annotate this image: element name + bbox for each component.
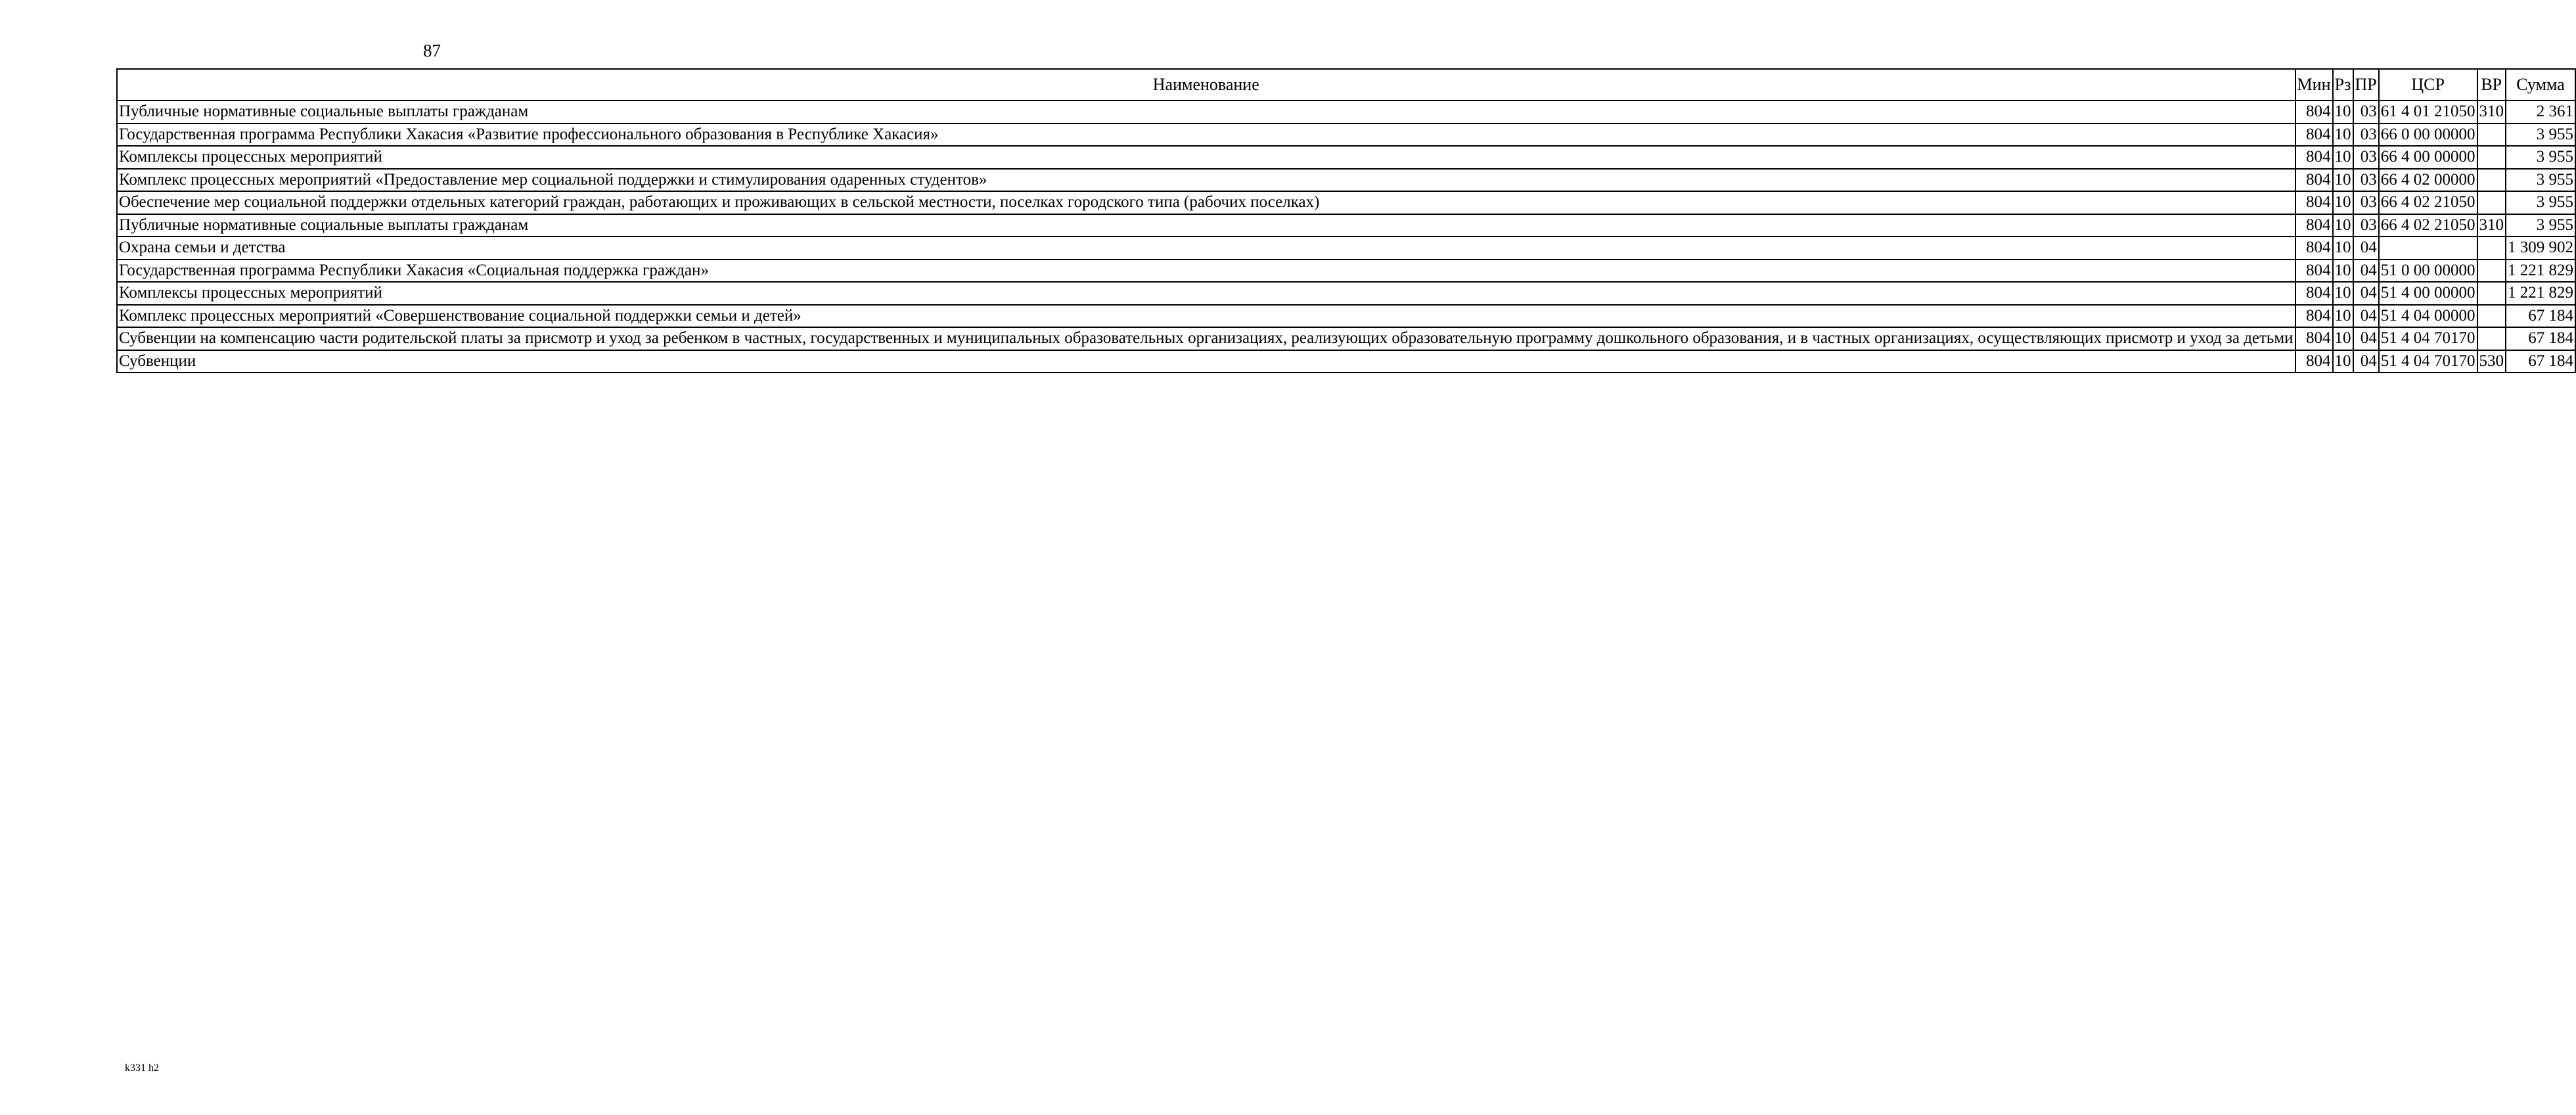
cell-sum: 2 361	[2506, 101, 2575, 124]
cell-name: Охрана семьи и детства	[117, 237, 2295, 260]
cell-csr: 51 4 04 70170	[2379, 350, 2477, 373]
table-row	[117, 350, 2575, 373]
cell-pr: 04	[2353, 350, 2379, 373]
table-row	[117, 237, 2575, 260]
cell-pr: 03	[2353, 214, 2379, 237]
cell-csr: 66 0 00 00000	[2379, 124, 2477, 147]
cell-sum: 1 221 829	[2506, 282, 2575, 305]
table-body	[117, 101, 2575, 373]
cell-csr	[2379, 237, 2477, 260]
cell-name: Комплекс процессных мероприятий «Предоставление мер социальной поддержки и стимулирования одаренных студентов»	[117, 169, 2295, 192]
cell-pr: 04	[2353, 327, 2379, 350]
header-sum: Сумма	[2506, 69, 2575, 101]
cell-sum: 1 309 902	[2506, 237, 2575, 260]
cell-min: 804	[2295, 101, 2333, 124]
header-name: Наименование	[117, 69, 2295, 101]
table-row	[117, 124, 2575, 147]
cell-pr: 03	[2353, 191, 2379, 214]
cell-csr: 66 4 02 21050	[2379, 191, 2477, 214]
cell-sum: 67 184	[2506, 327, 2575, 350]
cell-vr	[2477, 124, 2506, 147]
cell-sum: 3 955	[2506, 191, 2575, 214]
table-row	[117, 101, 2575, 124]
table-row	[117, 214, 2575, 237]
cell-name: Субвенции на компенсацию части родительской платы за присмотр и уход за ребенком в частных, государственных и муниципальных образовательных организациях, реализующих образовательную программу дошкольного образования, и в частных организациях, осуществляющих присмотр и уход за детьми	[117, 327, 2295, 350]
header-min: Мин	[2295, 69, 2333, 101]
cell-min: 804	[2295, 350, 2333, 373]
cell-pr: 03	[2353, 169, 2379, 192]
cell-rz: 10	[2333, 305, 2353, 328]
cell-vr	[2477, 260, 2506, 283]
cell-min: 804	[2295, 260, 2333, 283]
cell-csr: 66 4 00 00000	[2379, 146, 2477, 169]
cell-name: Публичные нормативные социальные выплаты гражданам	[117, 101, 2295, 124]
cell-csr: 51 4 04 00000	[2379, 305, 2477, 328]
cell-min: 804	[2295, 237, 2333, 260]
cell-sum: 67 184	[2506, 305, 2575, 328]
cell-rz: 10	[2333, 282, 2353, 305]
page-number: 87	[423, 41, 441, 60]
cell-pr: 04	[2353, 237, 2379, 260]
cell-rz: 10	[2333, 260, 2353, 283]
cell-min: 804	[2295, 146, 2333, 169]
cell-pr: 04	[2353, 282, 2379, 305]
cell-min: 804	[2295, 214, 2333, 237]
table-row	[117, 282, 2575, 305]
cell-rz: 10	[2333, 191, 2353, 214]
cell-vr: 310	[2477, 214, 2506, 237]
cell-sum: 3 955	[2506, 169, 2575, 192]
cell-min: 804	[2295, 327, 2333, 350]
cell-min: 804	[2295, 124, 2333, 147]
cell-vr	[2477, 146, 2506, 169]
cell-min: 804	[2295, 191, 2333, 214]
cell-sum: 3 955	[2506, 146, 2575, 169]
cell-csr: 66 4 02 21050	[2379, 214, 2477, 237]
header-rz: Рз	[2333, 69, 2353, 101]
cell-vr: 310	[2477, 101, 2506, 124]
cell-pr: 04	[2353, 260, 2379, 283]
cell-rz: 10	[2333, 237, 2353, 260]
cell-csr: 61 4 01 21050	[2379, 101, 2477, 124]
cell-csr: 51 0 00 00000	[2379, 260, 2477, 283]
table-row	[117, 327, 2575, 350]
cell-rz: 10	[2333, 327, 2353, 350]
table-row	[117, 146, 2575, 169]
cell-vr: 530	[2477, 350, 2506, 373]
cell-sum: 1 221 829	[2506, 260, 2575, 283]
cell-rz: 10	[2333, 101, 2353, 124]
cell-rz: 10	[2333, 146, 2353, 169]
cell-vr	[2477, 169, 2506, 192]
table-header-row	[117, 69, 2575, 101]
cell-name: Комплексы процессных мероприятий	[117, 282, 2295, 305]
cell-csr: 51 4 04 70170	[2379, 327, 2477, 350]
cell-pr: 03	[2353, 101, 2379, 124]
header-csr: ЦСР	[2379, 69, 2477, 101]
cell-pr: 03	[2353, 124, 2379, 147]
cell-pr: 03	[2353, 146, 2379, 169]
cell-sum: 67 184	[2506, 350, 2575, 373]
cell-name: Обеспечение мер социальной поддержки отдельных категорий граждан, работающих и проживающих в сельской местности, поселках городского типа (рабочих поселках)	[117, 191, 2295, 214]
budget-table	[116, 68, 2576, 373]
cell-rz: 10	[2333, 214, 2353, 237]
header-vr: ВР	[2477, 69, 2506, 101]
cell-sum: 3 955	[2506, 214, 2575, 237]
cell-min: 804	[2295, 305, 2333, 328]
table-row	[117, 305, 2575, 328]
table-row	[117, 260, 2575, 283]
cell-name: Комплексы процессных мероприятий	[117, 146, 2295, 169]
cell-name: Государственная программа Республики Хакасия «Развитие профессионального образования в Республике Хакасия»	[117, 124, 2295, 147]
cell-csr: 66 4 02 00000	[2379, 169, 2477, 192]
cell-name: Субвенции	[117, 350, 2295, 373]
table-row	[117, 169, 2575, 192]
header-pr: ПР	[2353, 69, 2379, 101]
cell-min: 804	[2295, 169, 2333, 192]
cell-rz: 10	[2333, 350, 2353, 373]
cell-vr	[2477, 237, 2506, 260]
cell-vr	[2477, 282, 2506, 305]
cell-rz: 10	[2333, 124, 2353, 147]
cell-min: 804	[2295, 282, 2333, 305]
cell-vr	[2477, 327, 2506, 350]
cell-vr	[2477, 305, 2506, 328]
cell-vr	[2477, 191, 2506, 214]
cell-rz: 10	[2333, 169, 2353, 192]
cell-name: Публичные нормативные социальные выплаты гражданам	[117, 214, 2295, 237]
footer-code: k331 h2	[125, 1062, 159, 1074]
table-row	[117, 191, 2575, 214]
cell-name: Государственная программа Республики Хакасия «Социальная поддержка граждан»	[117, 260, 2295, 283]
cell-csr: 51 4 00 00000	[2379, 282, 2477, 305]
cell-pr: 04	[2353, 305, 2379, 328]
cell-name: Комплекс процессных мероприятий «Совершенствование социальной поддержки семьи и детей»	[117, 305, 2295, 328]
cell-sum: 3 955	[2506, 124, 2575, 147]
